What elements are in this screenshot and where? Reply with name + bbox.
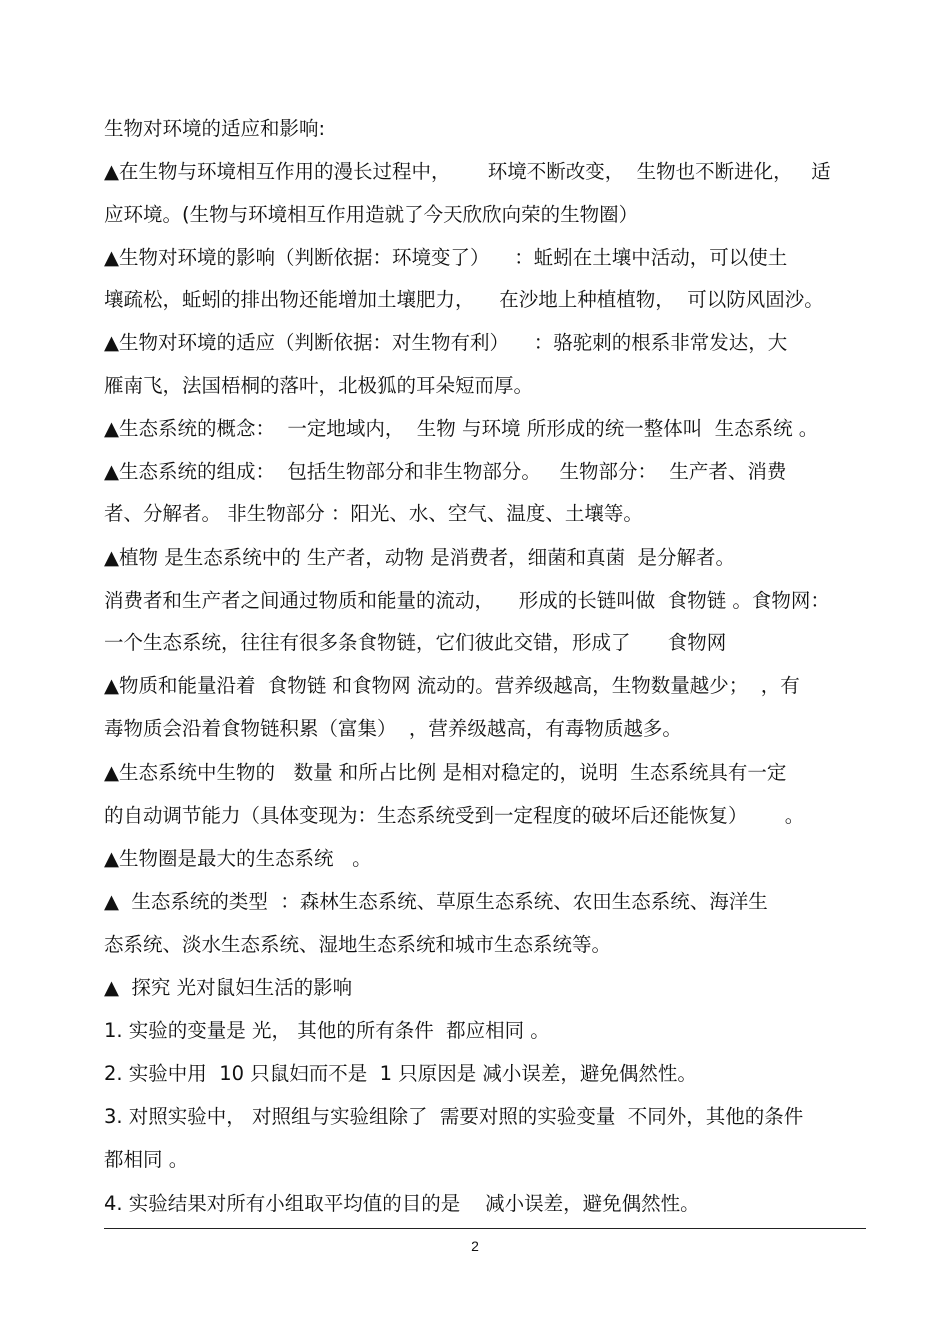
- list-item: 4. 实验结果对所有小组取平均值的目的是 减小误差，避免偶然性。: [104, 1192, 700, 1215]
- list-item-continuation: 都相同 。: [104, 1148, 189, 1171]
- text-line: ▲物质和能量沿着 食物链 和食物网 流动的。营养级越高，生物数量越少； ，有: [104, 674, 800, 697]
- text-line: ▲ 生态系统的类型 ：森林生态系统、草原生态系统、农田生态系统、海洋生: [104, 890, 768, 913]
- text-line: ▲生态系统的概念： 一定地域内， 生物 与环境 所形成的统一整体叫 生态系统 。: [104, 417, 819, 440]
- text-line: ▲生物对环境的影响（判断依据：环境变了） ：蚯蚓在土壤中活动，可以使土: [104, 246, 788, 269]
- text-line: ▲植物 是生态系统中的 生产者，动物 是消费者，细菌和真菌 是分解者。: [104, 546, 735, 569]
- list-item: 1. 实验的变量是 光， 其他的所有条件 都应相同 。: [104, 1019, 550, 1042]
- text-line: ▲在生物与环境相互作用的漫长过程中， 环境不断改变， 生物也不断进化， 适: [104, 160, 831, 183]
- text-line: 一个生态系统，往往有很多条食物链，它们彼此交错，形成了 食物网: [104, 631, 727, 654]
- text-line: 雁南飞，法国梧桐的落叶，北极狐的耳朵短而厚。: [104, 374, 534, 397]
- text-line: 者、分解者。 非生物部分 ：阳光、水、空气、温度、土壤等。: [104, 502, 643, 525]
- text-line: 应环境。(生物与环境相互作用造就了今天欣欣向荣的生物圈）: [104, 203, 639, 226]
- text-line: ▲生物圈是最大的生态系统 。: [104, 847, 372, 870]
- text-line: 壤疏松，蚯蚓的排出物还能增加土壤肥力， 在沙地上种植植物， 可以防风固沙。: [104, 288, 824, 311]
- text-line: 的自动调节能力（具体变现为：生态系统受到一定程度的破坏后还能恢复） 。: [104, 804, 805, 827]
- text-line: ▲生态系统中生物的 数量 和所占比例 是相对稳定的，说明 生态系统具有一定: [104, 761, 787, 784]
- heading-line: 生物对环境的适应和影响:: [104, 117, 326, 140]
- text-line: ▲ 探究 光对鼠妇生活的影响: [104, 976, 353, 999]
- list-item: 3. 对照实验中， 对照组与实验组除了 需要对照的实验变量 不同外，其他的条件: [104, 1105, 804, 1128]
- text-line: ▲生态系统的组成： 包括生物部分和非生物部分。 生物部分： 生产者、消费: [104, 460, 787, 483]
- footer-divider: [104, 1228, 866, 1229]
- list-item: 2. 实验中用 10 只鼠妇而不是 1 只原因是 减小误差，避免偶然性。: [104, 1062, 697, 1085]
- text-line: 消费者和生产者之间通过物质和能量的流动， 形成的长链叫做 食物链 。食物网：: [104, 589, 830, 612]
- text-line: 态系统、淡水生态系统、湿地生态系统和城市生态系统等。: [104, 933, 612, 956]
- text-line: 毒物质会沿着食物链积累（富集） ，营养级越高，有毒物质越多。: [104, 717, 682, 740]
- text-line: ▲生物对环境的适应（判断依据：对生物有利） ：骆驼刺的根系非常发达，大: [104, 331, 788, 354]
- page-number: 2: [471, 1238, 479, 1254]
